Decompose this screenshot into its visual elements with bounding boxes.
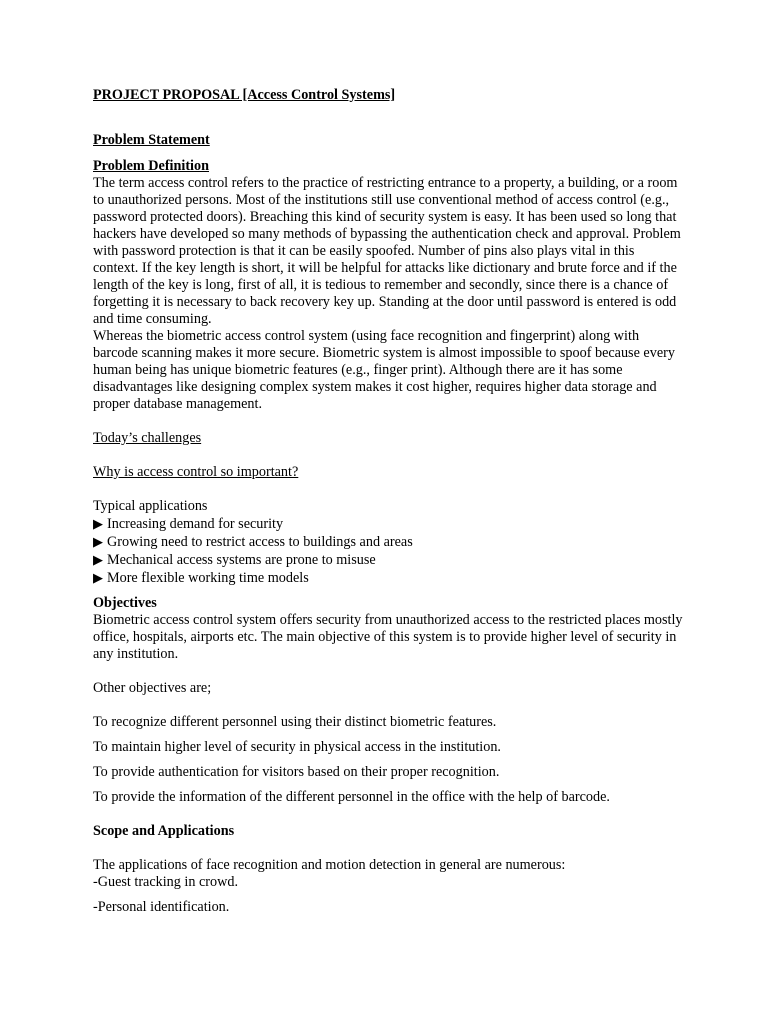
- problem-definition-paragraph-2: Whereas the biometric access control system (using face recognition and fingerprint) along with barcode scanning makes it more secure. Biometric system is almost impossible to spoof because every human being has unique biometric features (e.g., finger print). Although there are it has some disadvantages like designing complex system makes it cost higher, requires higher data storage and proper database management.: [93, 328, 675, 412]
- why-important-heading: Why is access control so important?: [93, 464, 299, 480]
- other-objective-item: To maintain higher level of security in physical access in the institution.: [93, 739, 501, 755]
- objectives-heading: Objectives: [93, 595, 157, 611]
- todays-challenges-heading: Today’s challenges: [93, 430, 202, 446]
- scope-heading: Scope and Applications: [93, 823, 235, 839]
- list-item: ▶ Mechanical access systems are prone to misuse: [93, 552, 376, 568]
- objectives-paragraph: Biometric access control system offers security from unauthorized access to the restricted places mostly office, hospitals, airports etc. The main objective of this system is to provide higher level of security in any institution.: [93, 612, 683, 662]
- list-item: ▶ Increasing demand for security: [93, 516, 284, 532]
- list-item: ▶ Growing need to restrict access to buildings and areas: [93, 534, 413, 550]
- triangle-bullet-icon: ▶: [93, 534, 103, 549]
- other-objectives-label: Other objectives are;: [93, 680, 212, 696]
- list-item: ▶ More flexible working time models: [93, 570, 309, 586]
- triangle-bullet-icon: ▶: [93, 552, 103, 567]
- scope-item: -Guest tracking in crowd.: [93, 874, 238, 890]
- triangle-bullet-icon: ▶: [93, 570, 103, 585]
- problem-definition-heading: Problem Definition: [93, 158, 209, 174]
- problem-statement-heading: Problem Statement: [93, 132, 210, 148]
- other-objective-item: To provide the information of the different personnel in the office with the help of barcode.: [93, 789, 610, 805]
- other-objective-item: To recognize different personnel using their distinct biometric features.: [93, 714, 497, 730]
- typical-applications-label: Typical applications: [93, 498, 208, 514]
- document-title: PROJECT PROPOSAL [Access Control Systems]: [93, 87, 396, 103]
- other-objective-item: To provide authentication for visitors based on their proper recognition.: [93, 764, 500, 780]
- typical-applications-list: [93, 515, 683, 587]
- scope-item: -Personal identification.: [93, 899, 230, 915]
- document-page: [93, 87, 683, 916]
- scope-intro: The applications of face recognition and motion detection in general are numerous:: [93, 857, 566, 873]
- triangle-bullet-icon: ▶: [93, 516, 103, 531]
- problem-definition-paragraph-1: The term access control refers to the practice of restricting entrance to a property, a building, or a room to unauthorized persons. Most of the institutions still use conventional method of access control (e.g., password protected doors). Breaching this kind of security system is easy. It has been used so long that hackers have developed so many methods of bypassing the authentication check and approval. Problem with password protection is that it can be easily spoofed. Number of pins also plays vital in this context. If the key length is short, it will be helpful for attacks like dictionary and brute force and if the length of the key is long, first of all, it is tedious to remember and secondly, since there is a chance of forgetting it is necessary to back recovery key up. Standing at the door until password is entered is odd and time consuming.: [93, 175, 681, 327]
